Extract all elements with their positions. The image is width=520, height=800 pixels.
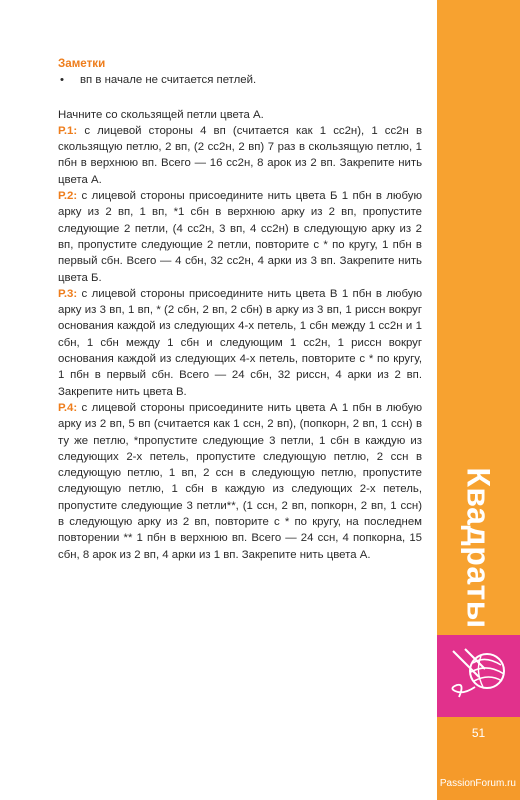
icon-block <box>437 635 520 717</box>
row-2-paragraph <box>58 188 422 286</box>
row-3-paragraph <box>58 286 422 400</box>
notes-bullet <box>58 72 422 88</box>
row-2-text: с лицевой стороны присоедините нить цвета Б 1 пбн в любую арку из 2 вп, 1 вп, *1 сбн в верхнюю арку из 2 вп, пропустите следующие 2 петли, (4 сс2н, 3 вп, 4 сс2н) в следующую арку из 2 вп, пропустите следующие 2 петли, повторите с * по кругу, 1 пбн в первый сбн. Всего — 4 сбн, 32 сс2н, 4 арки из 3 вп. Закрепите нить цвета Б. <box>58 190 422 284</box>
intro-text: Начните со скользящей петли цвета А. <box>58 108 264 121</box>
row-4-text: с лицевой стороны присоедините нить цвета А 1 пбн в любую арку из 2 вп, 5 вп (считается как 1 ссн, 2 вп), (попкорн, 2 вп, 1 ссн) в ту же петлю, *пропустите следующие 3 петли, 1 сбн в каждую из следующих 2-х петель, пропустите следующую петлю, 2 ссн в следующую петлю, 1 вп, 2 ссн в следующую петлю, пропустите следующую петлю, 1 сбн в каждую из следующих 2-х петель, пропустите следующие 3 петли**, (1 ссн, 2 вп, попкорн, 2 вп, 1 ссн) в следующую арку из 2 вп, повторите с * по кругу, на последнем повторении ** 1 пбн в верхнюю вп. Всего — 24 ссн, 4 попкорна, 15 сбн, 8 арок из 2 вп, 4 арки из 1 вп. Закрепите нить цвета А. <box>58 401 422 561</box>
yarn-ball-icon <box>445 645 511 707</box>
row-4-label: Р.4: <box>58 401 78 414</box>
row-3-text: с лицевой стороны присоедините нить цвета В 1 пбн в любую арку из 3 вп, 1 вп, * (2 сбн, 2 вп, 2 сбн) в арку из 3 вп, 1 риссн вокруг основания каждой из следующих 4-х петель, 1 сбн между 1 сс2н и 1 сбн, 1 сбн между 1 сбн и следующим 1 сс2н, 1 риссн вокруг основания каждой из следующих 4-х петель, повторите с * по кругу, 1 пбн в первый сбн. Всего — 24 сбн, 32 риссн, 4 арки из 2 вп. Закрепите нить цвета В. <box>58 287 422 398</box>
page-number: 51 <box>471 726 486 740</box>
row-1-label: Р.1: <box>58 124 78 137</box>
pattern-text <box>58 56 422 563</box>
bullet-icon: • <box>60 74 64 87</box>
section-sidebar <box>437 0 520 800</box>
row-2-label: Р.2: <box>58 190 78 203</box>
row-3-label: Р.3: <box>58 287 78 300</box>
notes-bullet-text: вп в начале не считается петлей. <box>80 74 257 87</box>
row-1-text: с лицевой стороны 4 вп (считается как 1 сс2н), 1 сс2н в скользящую петлю, 2 вп, (2 сс2н, 2 вп) 7 раз в скользящую петлю, 1 пбн в верхнюю вп. Всего — 16 сс2н, 8 арок из 2 вп. Закрепите нить цвета А. <box>58 124 422 186</box>
row-4-paragraph <box>58 400 422 563</box>
watermark: PassionForum.ru <box>439 778 516 789</box>
section-title: Квадраты <box>460 467 497 629</box>
notes-heading: Заметки <box>58 57 106 70</box>
row-1-paragraph <box>58 123 422 188</box>
